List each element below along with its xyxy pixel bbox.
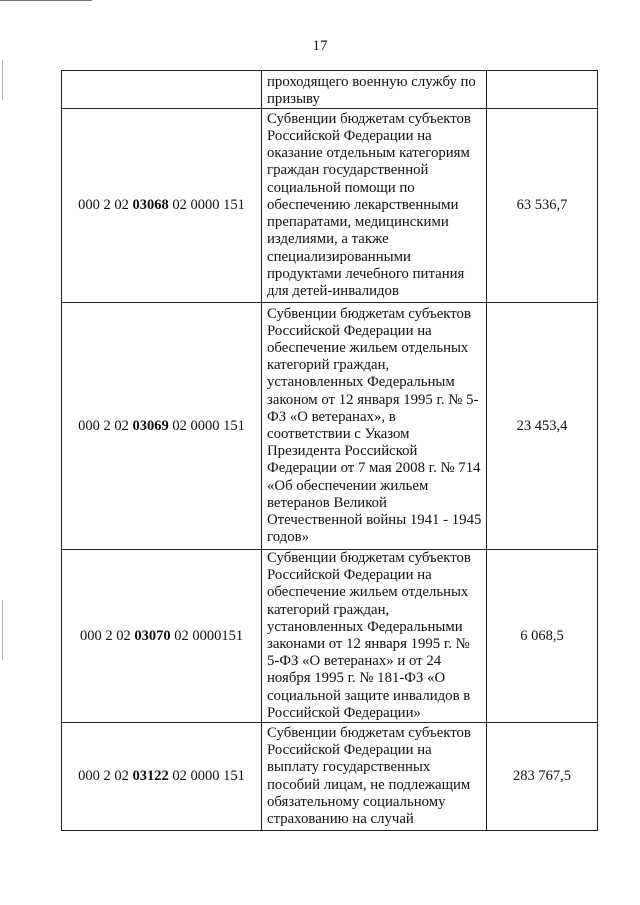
description-cell: Субвенции бюджетам субъектов Российской Федерации на обеспечение жильем отдельных категорий граждан, установленных Федеральным законом от 12 января 1995 г. № 5-ФЗ «О ветеранах», в соответствии с Указом Президента Российской Федерации от 7 мая 2008 г. № 714 «Об обеспечении жильем ветеранов Великой Отечественной войны 1941 - 1945 годов» — [262, 303, 487, 550]
amount-cell: 6 068,5 — [487, 550, 598, 723]
table-row — [62, 550, 598, 723]
page-number: 17 — [312, 38, 328, 54]
code-suffix: 02 0000 151 — [168, 768, 245, 785]
code-bold-part: 03068 — [132, 197, 169, 213]
budget-table — [61, 70, 598, 831]
code-suffix: 02 0000151 — [170, 627, 244, 644]
code-cell — [62, 723, 262, 831]
amount-cell: 23 453,4 — [487, 303, 598, 550]
scan-margin-mark — [2, 600, 3, 660]
code-prefix: 000 2 02 — [78, 417, 133, 434]
code-prefix: 000 2 02 — [79, 627, 135, 644]
code-bold-part: 03070 — [134, 627, 171, 644]
code-cell — [62, 109, 262, 303]
amount-cell: 63 536,7 — [487, 109, 598, 303]
amount-cell: 283 767,5 — [487, 723, 598, 831]
scan-margin-mark — [2, 60, 3, 100]
table-row — [62, 303, 598, 550]
code-suffix: 02 0000 151 — [168, 417, 245, 434]
table-row — [62, 109, 598, 303]
amount-cell — [487, 71, 598, 109]
description-cell: проходящего военную службу по призыву — [262, 71, 487, 109]
code-cell — [62, 303, 262, 550]
code-bold-part: 03069 — [132, 417, 169, 434]
code-cell — [62, 550, 262, 723]
code-prefix: 000 2 02 — [78, 768, 133, 785]
code-prefix: 000 2 02 — [78, 197, 133, 213]
top-rule — [0, 0, 92, 1]
code-bold-part: 03122 — [132, 768, 169, 785]
description-cell: Субвенции бюджетам субъектов Российской Федерации на оказание отдельным категориям граждан государственной социальной помощи по обеспечению лекарственными препаратами, медицинскими изделиями, а также специализированными продуктами лечебного питания для детей-инвалидов — [262, 109, 487, 303]
description-cell: Субвенции бюджетам субъектов Российской Федерации на выплату государственных пособий лицам, не подлежащим обязательному социальному страхованию на случай — [262, 723, 487, 831]
description-cell: Субвенции бюджетам субъектов Российской Федерации на обеспечение жильем отдельных категорий граждан, установленных Федеральными законами от 12 января 1995 г. № 5-ФЗ «О ветеранах» и от 24 ноября 1995 г. № 181-ФЗ «О социальной защите инвалидов в Российской Федерации» — [262, 550, 487, 723]
table-row — [62, 71, 598, 109]
code-suffix: 02 0000 151 — [168, 197, 245, 213]
code-cell — [62, 71, 262, 109]
table-row — [62, 723, 598, 831]
